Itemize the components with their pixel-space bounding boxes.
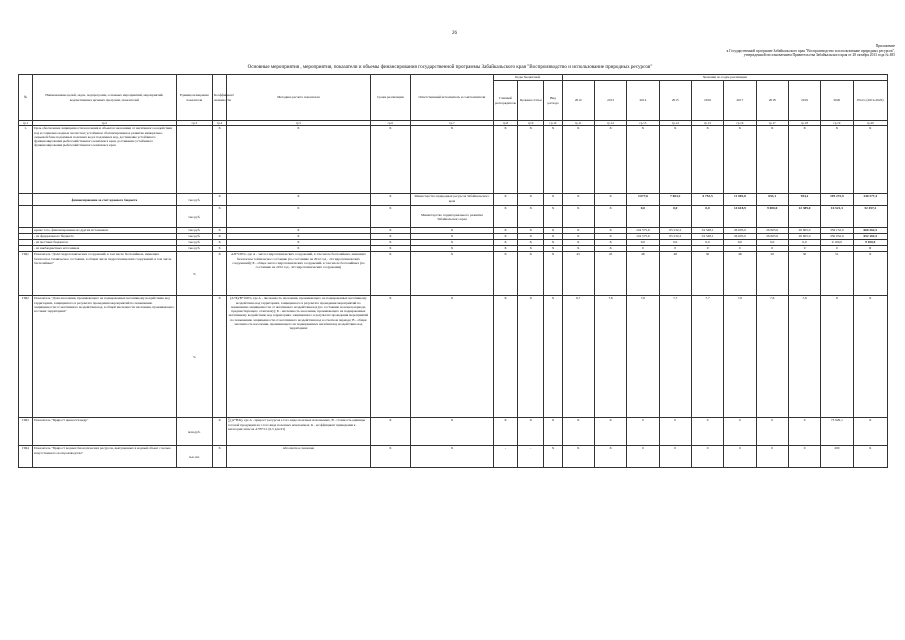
value: 660 262,5 [853, 228, 887, 234]
cell-x: X [212, 252, 226, 296]
value: 48 [627, 252, 659, 296]
value: 26 605,0 [788, 228, 820, 234]
cell-x: X [493, 296, 517, 418]
cell-x: X [594, 228, 626, 234]
value: 48 [659, 252, 691, 296]
hdr-unit: Единица измерения показателя [176, 75, 212, 121]
row-label: - из внебюджетных источников [33, 246, 176, 252]
hdr-name: Наименование целей, задач, подпрограмм, основных мероприятий, мероприятий, ведомственных целевых программ, показателей [33, 75, 176, 121]
cell-x: X [493, 246, 517, 252]
value: 12 389,0 [788, 206, 820, 228]
cell-x: X [544, 228, 562, 234]
col-number: гр.18 [788, 121, 820, 126]
col-number: гр.15 [691, 121, 723, 126]
cell-x: X [411, 234, 494, 240]
value: 240 277,4 [853, 194, 887, 206]
cell-x: X [212, 194, 226, 206]
cell-x: X [493, 126, 517, 194]
cell-x: X [493, 252, 517, 296]
cell-x: X [544, 446, 562, 468]
cell-x: X [411, 252, 494, 296]
cell-x: X [544, 296, 562, 418]
col-number: гр.16 [724, 121, 756, 126]
value: 0 [853, 246, 887, 252]
unit: тыс.руб. [176, 206, 212, 228]
cell-x: X [411, 126, 494, 194]
table-row [19, 418, 888, 446]
value: 0 [821, 246, 853, 252]
appendix-line1: Приложение [875, 44, 895, 48]
col-number: гр.13 [627, 121, 659, 126]
cell-dash: - [518, 446, 544, 468]
hdr-exp: Вид расхода [544, 81, 562, 121]
value: 0,0 [659, 240, 691, 246]
value: 51 [821, 252, 853, 296]
cell-x: X [493, 418, 517, 446]
value: 9 000,0 [756, 206, 788, 228]
value: 0 [659, 246, 691, 252]
table-row [19, 126, 888, 194]
value: 0 [724, 246, 756, 252]
value: 0 [691, 418, 723, 446]
cell-x: X [518, 126, 544, 194]
cell-x: X [212, 296, 226, 418]
method-text: (А+Б)/В*100%, где А - численность населения, проживающего на подверженных негативному воздействию вод территориях, защищенного в результате проведения мероприятий по повышению защищенности от негативного воздействия вод (по состоянию на конец периода, предшествующего отчетному); Б - численность населения, проживающего на подверженных негативному воздействию вод территориях, защищенного в результате проведения мероприятий по повышению защищенности от негативного воздействия вод в отчетном периоде; В - общая численность населения, проживающего на подверженных негативному воздействию вод территориях [227, 296, 370, 418]
cell-x: X [562, 206, 594, 228]
value: 0,0 [691, 240, 723, 246]
cell-x: X [212, 446, 226, 468]
value: 0,0 [691, 206, 723, 228]
cell-x: X [212, 234, 226, 240]
value: 0,0 [659, 206, 691, 228]
cell-x: X [562, 418, 594, 446]
indicator-name: Показатель "Прирост ценности недр" [33, 418, 176, 446]
value: 26 605,0 [756, 234, 788, 240]
value: 50 [691, 252, 723, 296]
value: 65 232,2 [659, 234, 691, 240]
cell-x: X [562, 246, 594, 252]
cell-x: X [544, 206, 562, 228]
value: 7,6 [594, 296, 626, 418]
fin-regional-label: финансирование за счет краевого бюджета [33, 194, 176, 206]
col-number: гр.19 [821, 121, 853, 126]
row-num: ПЦ2 [19, 296, 33, 418]
row-num: ПЦ3 [19, 418, 33, 446]
value: 0 [627, 446, 659, 468]
value: 7,7 [659, 296, 691, 418]
col-number: гр.9 [518, 121, 544, 126]
cell-x: X [594, 126, 626, 194]
cell-x: X [627, 126, 659, 194]
value: 54 548,1 [691, 234, 723, 240]
table-row [19, 446, 888, 468]
table-row [19, 194, 888, 206]
cell-x: X [562, 126, 594, 194]
cell-x: X [853, 296, 887, 418]
value: 26 605,0 [724, 234, 756, 240]
cell-x: X [518, 252, 544, 296]
indicator-name: Показатель "Прирост водных биологических ресурсов, выпущенных в водный объект с целью искусственного воспроизводства" [33, 446, 176, 468]
cell-x: X [227, 126, 370, 194]
appendix-line3: утвержденной постановлением Правительства Забайкальского края от 28 октября 2013 года № 485 [743, 53, 895, 58]
method-text: А/Б*100%, где А - число гидротехнических сооружений, в том числе бесхозяйных, имеющих безопасное техническое состояние (по состоянию на 2012 год - 19 гидротехнических сооружений); Б - общее число гидротехнических сооружений, в том числе бесхозяйных (по состоянию на 2012 год - 42 гидротехнических сооружения) [227, 252, 370, 296]
value: 7,6 [627, 296, 659, 418]
cell-x: X [518, 246, 544, 252]
value: 359 132,0 [821, 228, 853, 234]
value: 0 [788, 246, 820, 252]
value: 48 [724, 252, 756, 296]
cell-x: X [493, 206, 517, 228]
value: 8 [821, 296, 853, 418]
unit: % [176, 296, 212, 418]
cell-x: X [544, 246, 562, 252]
cell-x: X [227, 240, 370, 246]
value: 653,1 [756, 194, 788, 206]
value: 45 [562, 252, 594, 296]
row-label: кроме того, финансирование из других источников: [33, 228, 176, 234]
cell-x: X [853, 446, 887, 468]
col-number: гр.20 [853, 121, 887, 126]
col-number: гр.17 [756, 121, 788, 126]
value: 9 100,0 [821, 240, 853, 246]
cell-x: X [518, 240, 544, 246]
hdr-years-group: Значения по годам реализации [562, 75, 887, 81]
hdr-target: Целевая статья [518, 81, 544, 121]
hdr-budget-codes: Коды бюджетной [493, 75, 562, 81]
unit: % [176, 252, 212, 296]
value: 0 [756, 246, 788, 252]
value: 26 605,0 [788, 234, 820, 240]
cell-x: X [562, 228, 594, 234]
hdr-year: 2016 [691, 81, 723, 121]
cell-x: X [370, 446, 410, 468]
unit: тыс.руб. [176, 240, 212, 246]
col-number: гр.10 [544, 121, 562, 126]
value: 11 005,8 [724, 194, 756, 206]
cell-x: X [518, 194, 544, 206]
col-number: гр.6 [370, 121, 410, 126]
unit: тыс.шт. [176, 446, 212, 468]
value: 65 232,2 [659, 228, 691, 234]
cell-x: X [853, 252, 887, 296]
value: 26 605,0 [724, 228, 756, 234]
value: 104 575,6 [627, 234, 659, 240]
value: 50 [756, 252, 788, 296]
hdr-year: 2017 [724, 81, 756, 121]
hdr-total: Итого (2014-2020) [853, 81, 887, 121]
cell-x: X [370, 246, 410, 252]
table-row [19, 252, 888, 296]
cell-x: X [411, 446, 494, 468]
cell-x: X [544, 194, 562, 206]
value: 45 [594, 252, 626, 296]
method-text: ∑(А*В/К), где А - прирост ресурсов i-того вида полезных ископаемых, В - стоимость единицы готовой продукции из i-того вида полезных ископаемых, К - коэффициент приведения к категории запасов А+В+С1 (0,5 для Р1) [227, 418, 370, 446]
cell-x: X [212, 240, 226, 246]
value: 52 457,2 [853, 206, 887, 228]
cell-x: X [227, 228, 370, 234]
cell-x: X [594, 418, 626, 446]
value: 6 752,5 [691, 194, 723, 206]
cell-x: X [227, 206, 370, 228]
cell-x: X [212, 206, 226, 228]
value: 0 [724, 446, 756, 468]
cell-x: X [212, 126, 226, 194]
col-number: гр.2 [33, 121, 176, 126]
value: 16 521,3 [821, 206, 853, 228]
cell-x: X [370, 240, 410, 246]
cell-x: X [594, 234, 626, 240]
row-label: - из федерального бюджета [33, 234, 176, 240]
goal-text: Цель обеспечение защищенности населения и объектов экономики от негативного воздействия вод и социально водных экосистем; устойчивое сбалансированное развитие минерально-сырьевой базы подземных полезных вод и подземных вод, достижение устойчивого функционирования рыбохозяйственного комплекса края, достижение устойчивого функционирования рыбохозяйственного комплекса края [33, 126, 176, 194]
value: 0,0 [756, 240, 788, 246]
row-num: 1. [19, 126, 33, 194]
hdr-term: Сроки реализации [370, 75, 410, 121]
col-number: гр.11 [562, 121, 594, 126]
cell-x: X [370, 206, 410, 228]
hdr-admin: Главный распорядитель [493, 81, 517, 121]
value: 0 [756, 446, 788, 468]
row-label: - из местных бюджетов [33, 240, 176, 246]
cell-x: X [518, 296, 544, 418]
cell-x: X [227, 194, 370, 206]
table-row [19, 296, 888, 418]
cell-x: X [411, 228, 494, 234]
value: 73 929,1 [821, 418, 853, 446]
cell-x: X [594, 206, 626, 228]
value: 0 [659, 446, 691, 468]
cell-x: X [518, 418, 544, 446]
value: 7,6 [788, 296, 820, 418]
document-title: Основные мероприятия , мероприятия, показатели и объемы финансирования государственной программы Забайкальского края "Воспроизводство и использование природных ресурсов" [247, 64, 653, 70]
cell-x: X [212, 228, 226, 234]
value: 350 032,0 [821, 234, 853, 240]
cell-x: X [594, 446, 626, 468]
value: 0 [724, 418, 756, 446]
responsible: Министерство природных ресурсов Забайкальского края [411, 194, 494, 206]
cell-x: X [756, 126, 788, 194]
col-number: гр.3 [176, 121, 212, 126]
row-num: ПЦ4 [19, 446, 33, 468]
value: 9 100,0 [853, 240, 887, 246]
program-table [18, 74, 888, 468]
hdr-year: 2014 [627, 81, 659, 121]
cell-x: X [370, 418, 410, 446]
cell-x: X [411, 296, 494, 418]
cell-x: X [518, 206, 544, 228]
col-number: гр.1 [19, 121, 33, 126]
cell-x: X [370, 228, 410, 234]
value: 0,0 [788, 240, 820, 246]
cell-x: X [594, 194, 626, 206]
value: 26 605,0 [756, 228, 788, 234]
cell-x: X [821, 126, 853, 194]
cell-x: X [691, 126, 723, 194]
col-number: гр.5 [227, 121, 370, 126]
value: 934,1 [788, 194, 820, 206]
cell-x: X [411, 246, 494, 252]
hdr-resp: Ответственный исполнитель и соисполнители [411, 75, 494, 121]
cell-x: X [562, 446, 594, 468]
value: 6,7 [562, 296, 594, 418]
cell-x: X [544, 240, 562, 246]
value: 0 [691, 246, 723, 252]
unit: тыс.руб. [176, 194, 212, 206]
hdr-coef: Коэффициент значимости [212, 75, 226, 121]
value: 652 162,5 [853, 234, 887, 240]
cell-x: X [493, 194, 517, 206]
value: 3 077,6 [627, 194, 659, 206]
value: 14 618,9 [724, 206, 756, 228]
cell-x: X [518, 228, 544, 234]
cell-x: X [493, 240, 517, 246]
cell-x: X [544, 418, 562, 446]
cell-x: X [493, 228, 517, 234]
cell-x: X [544, 234, 562, 240]
cell-dash: - [493, 446, 517, 468]
cell-x: X [227, 246, 370, 252]
col-number: гр.4 [212, 121, 226, 126]
value: 200 [821, 446, 853, 468]
value: 104 575,6 [627, 228, 659, 234]
cell-x: X [853, 126, 887, 194]
col-number: гр.14 [659, 121, 691, 126]
hdr-year: 2020 [821, 81, 853, 121]
cell-x: X [370, 194, 410, 206]
unit: тыс.руб. [176, 234, 212, 240]
value: 7,6 [756, 296, 788, 418]
cell-x: X [544, 252, 562, 296]
row-num: ПЦ1 [19, 252, 33, 296]
value: 7 063,2 [659, 194, 691, 206]
method-text: Абсолютное значение [227, 446, 370, 468]
cell-x: X [853, 418, 887, 446]
value: 7,6 [724, 296, 756, 418]
cell-x: X [562, 234, 594, 240]
value: 0 [691, 446, 723, 468]
cell-x: X [370, 126, 410, 194]
page-number: 26 [452, 31, 457, 36]
cell-x: X [212, 418, 226, 446]
cell-x: X [562, 240, 594, 246]
value: 0,0 [724, 240, 756, 246]
cell-x: X [788, 126, 820, 194]
value: 7,7 [691, 296, 723, 418]
value: 0 [756, 418, 788, 446]
value: 0 [627, 246, 659, 252]
value: 195 272,9 [821, 194, 853, 206]
indicator-name: Показатель "Доля гидротехнических сооружений, в том числе бесхозяйных, имеющих безопасное техническое состояние, в общем числе гидротехнических сооружений, в том числе бесхозяйных" [33, 252, 176, 296]
value: 54 548,1 [691, 228, 723, 234]
value: 0 [788, 418, 820, 446]
unit: тыс.руб. [176, 246, 212, 252]
cell-x: X [370, 252, 410, 296]
appendix-line2: к Государственной программе Забайкальского края "Воспроизводство и использование природных ресурсов", [726, 48, 895, 53]
responsible: Министерство территориального развития Забайкальского края [411, 206, 494, 228]
hdr-year: 2013 [594, 81, 626, 121]
cell-x: X [518, 234, 544, 240]
unit: млн.руб. [176, 418, 212, 446]
hdr-year: 2012 [562, 81, 594, 121]
cell-x: X [594, 240, 626, 246]
value: 0 [627, 418, 659, 446]
cell-x: X [493, 234, 517, 240]
cell-x: X [594, 246, 626, 252]
cell-x: X [659, 126, 691, 194]
cell-x: X [370, 296, 410, 418]
hdr-year: 2018 [756, 81, 788, 121]
cell-x: X [227, 234, 370, 240]
col-number: гр.8 [493, 121, 517, 126]
cell-x: X [411, 418, 494, 446]
unit: тыс.руб. [176, 228, 212, 234]
value: 0 [659, 418, 691, 446]
value: 0,0 [627, 206, 659, 228]
value: 50 [788, 252, 820, 296]
value: 0,0 [627, 240, 659, 246]
cell-x: X [411, 240, 494, 246]
col-number: гр.7 [411, 121, 494, 126]
cell-x: X [562, 194, 594, 206]
cell-x: X [212, 246, 226, 252]
hdr-year: 2019 [788, 81, 820, 121]
col-number: гр.12 [594, 121, 626, 126]
cell-x: X [544, 126, 562, 194]
cell-x: X [724, 126, 756, 194]
indicator-name: Показатель "Доля населения, проживающего на подверженных негативному воздействию вод территориях, защищенного в результате проведения мероприятий по повышению защищенности от негативного воздействия вод, в общей численности населения, проживающего на таких территориях" [33, 296, 176, 418]
hdr-method: Методика расчета показателя [227, 75, 370, 121]
value: 0 [788, 446, 820, 468]
hdr-year: 2015 [659, 81, 691, 121]
hdr-num: № [19, 75, 33, 121]
table-row [19, 206, 888, 228]
appendix-note [560, 44, 895, 58]
cell-x: X [370, 234, 410, 240]
